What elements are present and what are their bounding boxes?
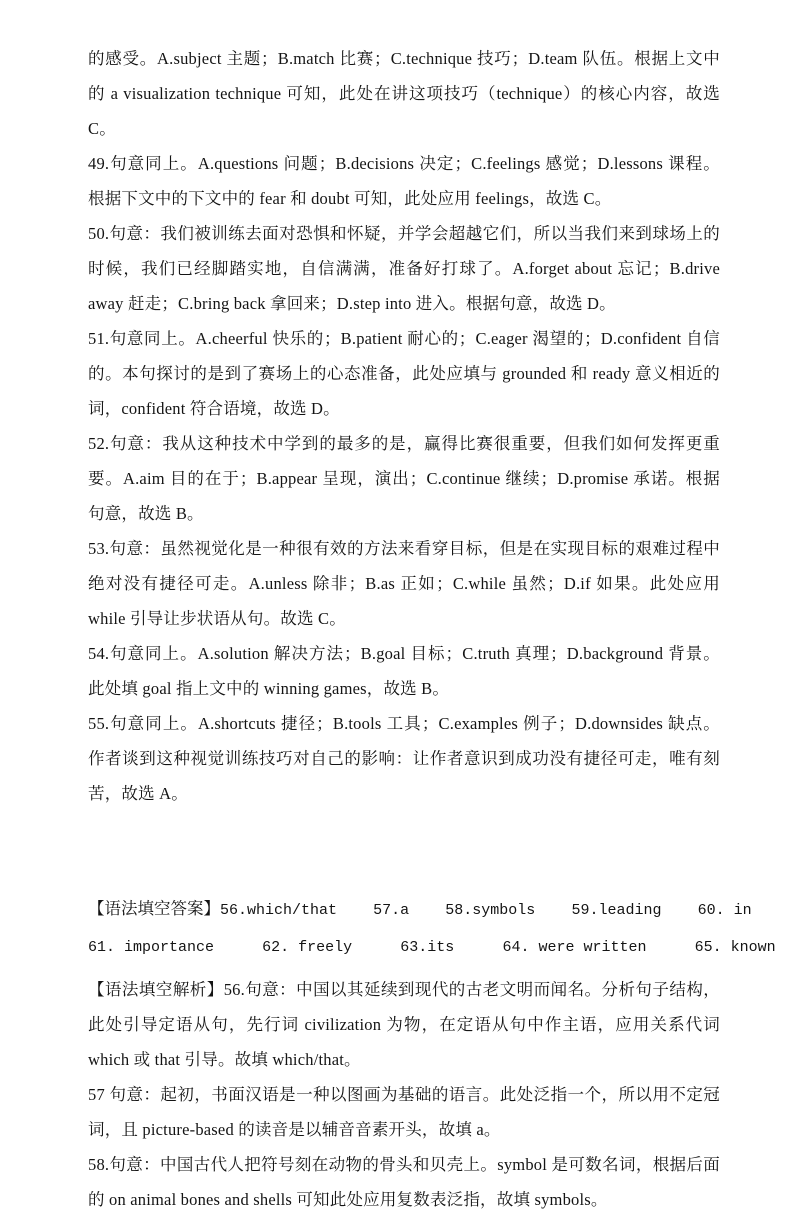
- answer-65: 65. known: [694, 939, 776, 956]
- answer-64: 64. were written: [502, 939, 647, 956]
- cloze-item-54: 54.句意同上。A.solution 解决方法；B.goal 目标；C.truth 真理；D.background 背景。此处填 goal 指上文中的 winning games，故选 B。: [88, 644, 720, 698]
- answer-63: 63.its: [400, 939, 455, 956]
- analysis-item-56: [88, 972, 720, 1077]
- grammar-answers-line-2: [88, 928, 776, 965]
- analysis-item-58: 58.句意：中国古代人把符号刻在动物的骨头和贝壳上。symbol 是可数名词，根据后面的 on animal bones and shells 可知此处应用复数表泛指，故填 symbols。: [88, 1155, 720, 1209]
- grammar-answers-line-1: [88, 891, 752, 928]
- cloze-item-49: 49.句意同上。A.questions 问题；B.decisions 决定；C.feelings 感觉；D.lessons 课程。根据下文中的下文中的 fear 和 doubt 可知，此处应用 feelings，故选 C。: [88, 154, 720, 208]
- cloze-item-50: 50.句意：我们被训练去面对恐惧和怀疑，并学会超越它们，所以当我们来到球场上的时候，我们已经脚踏实地，自信满满，准备好打球了。A.forget about 忘记；B.drive away 赶走；C.bring back 拿回来；D.step into 进入。根据句意，故选 D。: [88, 224, 720, 313]
- answer-61: 61. importance: [88, 939, 215, 956]
- analysis-item-57: 57 句意：起初，书面汉语是一种以图画为基础的语言。此处泛指一个，所以用不定冠词，且 picture-based 的读音是以辅音音素开头，故填 a。: [88, 1085, 720, 1139]
- cloze-item-48-continued: 的感受。A.subject 主题；B.match 比赛；C.technique 技巧；D.team 队伍。根据上文中的 a visualization technique 可知，此处在讲这项技巧（technique）的核心内容，故选 C。: [88, 49, 720, 138]
- cloze-item-52: 52.句意：我从这种技术中学到的最多的是，赢得比赛很重要，但我们如何发挥更重要。A.aim 目的在于；B.appear 呈现，演出；C.continue 继续；D.promise 承诺。根据句意，故选 B。: [88, 434, 720, 523]
- grammar-analysis-label: 【语法填空解析】: [88, 980, 224, 999]
- cloze-item-53: 53.句意：虽然视觉化是一种很有效的方法来看穿目标，但是在实现目标的艰难过程中绝对没有捷径可走。A.unless 除非；B.as 正如；C.while 虽然；D.if 如果。此处应用 while 引导让步状语从句。故选 C。: [88, 539, 720, 628]
- grammar-answers-label: 【语法填空答案】: [88, 899, 220, 918]
- answer-56: 56.which/that: [220, 902, 338, 919]
- grammar-analysis-section: [88, 972, 720, 1217]
- answer-57: 57.a: [373, 902, 410, 919]
- cloze-item-55: 55.句意同上。A.shortcuts 捷径；B.tools 工具；C.examples 例子；D.downsides 缺点。作者谈到这种视觉训练技巧对自己的影响：让作者意识到成功没有捷径可走，唯有刻苦，故选 A。: [88, 714, 720, 803]
- cloze-item-51: 51.句意同上。A.cheerful 快乐的；B.patient 耐心的；C.eager 渴望的；D.confident 自信的。本句探讨的是到了赛场上的心态准备，此处应填与 grounded 和 ready 意义相近的词，confident 符合语境，故选 D。: [88, 329, 720, 418]
- cloze-analysis-section: [88, 41, 720, 811]
- answer-59: 59.leading: [571, 902, 662, 919]
- answer-58: 58.symbols: [445, 902, 536, 919]
- answer-60: 60. in: [697, 902, 752, 919]
- analysis-item-56-text: 56.句意：中国以其延续到现代的古老文明而闻名。分析句子结构，此处引导定语从句，先行词 civilization 为物，在定语从句中作主语，应用关系代词 which 或 that 引导。故填 which/that。: [88, 980, 720, 1069]
- grammar-answers-section: [88, 891, 776, 965]
- answer-62: 62. freely: [262, 939, 353, 956]
